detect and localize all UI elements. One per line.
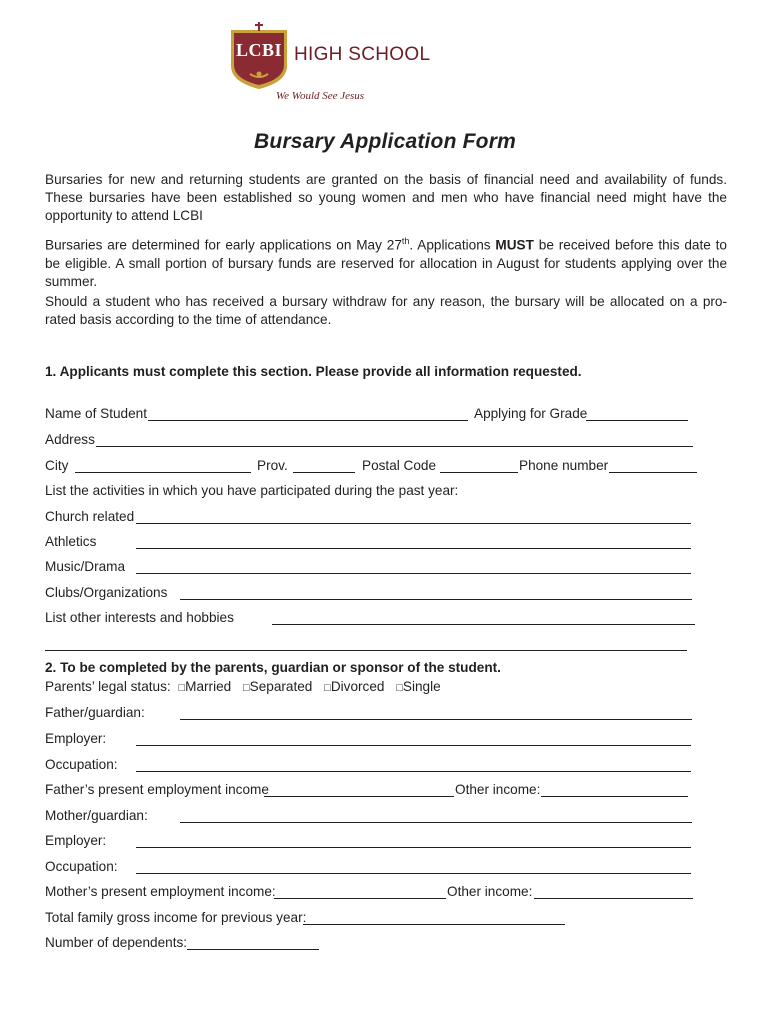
separated-checkbox-icon[interactable]: □	[242, 682, 250, 694]
dependents-field[interactable]	[187, 949, 319, 950]
father-field[interactable]	[180, 719, 692, 720]
school-motto: We Would See Jesus	[276, 90, 365, 102]
intro-2-text-c: be received before this date to be eligible. A small portion of bursary funds are reserved for allocation in August for students applying over the summer.	[45, 237, 727, 289]
father-occupation-label: Occupation:	[45, 757, 118, 772]
mother-income-field[interactable]	[274, 898, 446, 899]
intro-2-text-a: Bursaries are determined for early applications on May 27	[45, 237, 402, 253]
form-title: Bursary Application Form	[254, 130, 516, 153]
athletics-field[interactable]	[136, 548, 691, 549]
school-name: HIGH SCHOOL	[294, 44, 431, 65]
father-income-field[interactable]	[264, 796, 454, 797]
name-field[interactable]	[148, 420, 468, 421]
mother-employer-label: Employer:	[45, 833, 107, 848]
other-interests-field-line-2[interactable]	[45, 650, 687, 651]
address-field[interactable]	[96, 446, 693, 447]
father-occupation-field[interactable]	[136, 771, 691, 772]
single-checkbox-icon[interactable]: □	[396, 682, 403, 694]
status-separated-option[interactable]: □Separated	[242, 679, 313, 694]
mother-other-income-field[interactable]	[534, 898, 693, 899]
phone-label: Phone number	[519, 458, 609, 473]
intro-2-text-b: . Applications	[409, 237, 496, 253]
music-field[interactable]	[136, 573, 691, 574]
other-interests-field[interactable]	[272, 624, 695, 625]
father-other-income-label: Other income:	[455, 782, 541, 797]
father-label: Father/guardian:	[45, 705, 145, 720]
postal-field[interactable]	[440, 472, 518, 473]
status-single-option[interactable]: □Single	[396, 679, 441, 694]
mother-field[interactable]	[180, 822, 692, 823]
music-label: Music/Drama	[45, 559, 126, 574]
father-other-income-field[interactable]	[541, 796, 688, 797]
school-logo	[228, 22, 431, 112]
phone-field[interactable]	[609, 472, 697, 473]
postal-label: Postal Code	[362, 458, 437, 473]
mother-occupation-label: Occupation:	[45, 859, 118, 874]
crest-lettering: LCBI	[235, 40, 282, 60]
total-income-label: Total family gross income for previous year:	[45, 910, 307, 925]
mother-employer-field[interactable]	[136, 847, 691, 848]
clubs-label: Clubs/Organizations	[45, 585, 168, 600]
intro-paragraph-2	[45, 232, 727, 291]
mother-other-income-label: Other income:	[447, 884, 533, 899]
intro-2-superscript: th	[401, 236, 410, 246]
total-income-field[interactable]	[303, 924, 565, 925]
section-1-heading: 1. Applicants must complete this section. Please provide all information requested.	[45, 364, 582, 379]
mother-label: Mother/guardian:	[45, 808, 148, 823]
section-2-heading: 2. To be completed by the parents, guardian or sponsor of the student.	[45, 660, 501, 675]
prov-label: Prov.	[257, 458, 288, 473]
mother-occupation-field[interactable]	[136, 873, 691, 874]
grade-label: Applying for Grade	[474, 406, 588, 421]
mother-income-label: Mother’s present employment income:	[45, 884, 276, 899]
divorced-checkbox-icon[interactable]: □	[324, 682, 331, 694]
city-label: City	[45, 458, 69, 473]
intro-paragraph-3: Should a student who has received a bursary withdraw for any reason, the bursary will be allocated on a pro-rated basis according to the time of attendance.	[45, 294, 727, 327]
church-field[interactable]	[136, 523, 691, 524]
intro-2-must: MUST	[495, 237, 534, 253]
prov-field[interactable]	[293, 472, 355, 473]
father-employer-label: Employer:	[45, 731, 107, 746]
status-divorced-option[interactable]: □Divorced	[324, 679, 385, 694]
other-interests-label: List other interests and hobbies	[45, 610, 234, 625]
city-field[interactable]	[75, 472, 251, 473]
church-label: Church related	[45, 509, 135, 524]
status-married-option[interactable]: □Married	[178, 679, 232, 694]
married-checkbox-icon[interactable]: □	[178, 682, 186, 694]
intro-paragraph-1: Bursaries for new and returning students are granted on the basis of financial need and availability of funds. These bursaries have been established so young women and men who have financial need might have the opportunity to attend LCBI	[45, 172, 727, 223]
legal-status-row	[45, 678, 441, 697]
father-income-label: Father’s present employment income	[45, 782, 269, 797]
dependents-label: Number of dependents:	[45, 935, 188, 950]
athletics-label: Athletics	[45, 534, 97, 549]
address-label: Address	[45, 432, 95, 447]
clubs-field[interactable]	[180, 599, 692, 600]
name-label: Name of Student	[45, 406, 148, 421]
activities-prompt: List the activities in which you have participated during the past year:	[45, 483, 459, 498]
grade-field[interactable]	[586, 420, 688, 421]
legal-status-label: Parents’ legal status:	[45, 679, 171, 694]
father-employer-field[interactable]	[136, 745, 691, 746]
